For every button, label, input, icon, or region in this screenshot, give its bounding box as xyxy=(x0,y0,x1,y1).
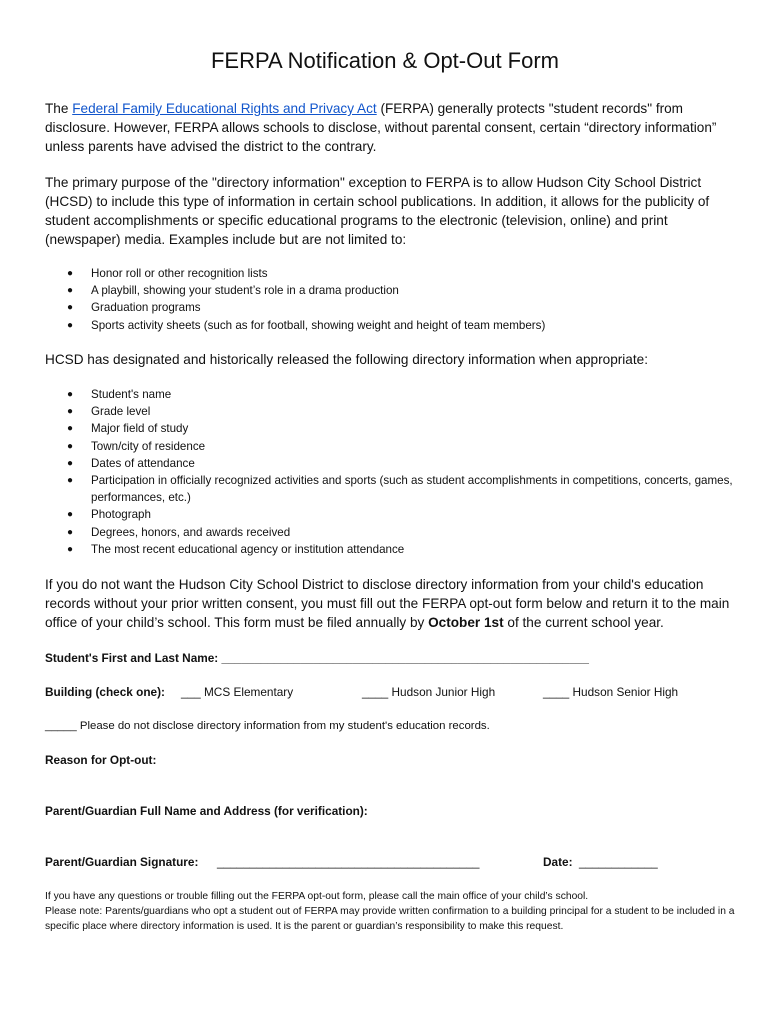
student-name-label: Student's First and Last Name: xyxy=(45,651,219,665)
bullet-icon: ● xyxy=(67,423,74,435)
list-item: ● Grade level xyxy=(45,403,735,420)
list-item: ● Town/city of residence xyxy=(45,438,735,455)
bullet-icon: ● xyxy=(67,509,74,521)
signature-row xyxy=(45,854,735,870)
signature-label: Parent/Guardian Signature: xyxy=(45,855,199,869)
footer-note: Please note: Parents/guardians who opt a student out of FERPA may provide written confirmation to a building principal for a student to be included in a specific place where directory information is used. It is the parent or guardian’s responsibility to make this request. xyxy=(45,906,735,932)
building-label: Building (check one): xyxy=(45,685,165,699)
bullet-icon: ● xyxy=(67,389,74,400)
instructions-paragraph: If you do not want the Hudson City School District to disclose directory information from your child's education records without your prior written consent, you must fill out the FERPA opt-out form below and return it to the main office of your child’s school. This form must be filed annually by October 1st of the current school year. xyxy=(45,577,730,630)
hsh-checkbox-blank[interactable]: ____ xyxy=(543,685,570,699)
optout-checkbox-blank[interactable]: _____ xyxy=(45,720,77,732)
list-item: ● Photograph xyxy=(45,506,735,523)
designated-intro: HCSD has designated and historically released the following directory information when appropriate: xyxy=(45,352,648,367)
list-item: ● Degrees, honors, and awards received xyxy=(45,524,735,541)
bullet-icon: ● xyxy=(67,440,74,452)
list-item: ● Dates of attendance xyxy=(45,455,735,472)
optout-text: Please do not disclose directory information from my student's education records. xyxy=(79,720,490,732)
building-row xyxy=(45,684,735,700)
page-title: FERPA Notification & Opt-Out Form xyxy=(210,48,560,73)
student-name-field[interactable]: ________________________________________________________ xyxy=(221,651,589,665)
list-item: ● The most recent educational agency or institution attendance xyxy=(45,541,735,558)
signature-field[interactable]: ________________________________________ xyxy=(217,855,480,869)
bullet-icon: ● xyxy=(67,302,74,314)
building-option-hsh: ____ Hudson Senior High xyxy=(543,685,679,699)
bullet-icon: ● xyxy=(67,406,74,418)
examples-list xyxy=(45,265,735,334)
bullet-icon: ● xyxy=(67,319,74,331)
student-name-row xyxy=(45,650,589,666)
list-item: ● Student's name xyxy=(45,386,735,403)
list-item: ● Major field of study xyxy=(45,420,735,437)
directory-list xyxy=(45,386,735,558)
ferpa-link[interactable]: Federal Family Educational Rights and Privacy Act xyxy=(72,101,377,116)
list-item: ● Participation in officially recognized activities and sports (such as student accomplishments in competitions, concerts, games, performances, etc.) xyxy=(67,474,733,505)
bullet-icon: ● xyxy=(67,285,74,297)
building-option-mcs: ___ MCS Elementary xyxy=(181,685,294,699)
list-item: ● Sports activity sheets (such as for football, showing weight and height of team members) xyxy=(45,317,735,334)
building-option-hjh: ____ Hudson Junior High xyxy=(362,685,496,699)
deadline: October 1st xyxy=(428,615,504,630)
list-item: ● A playbill, showing your student’s role in a drama production xyxy=(45,282,735,299)
bullet-icon: ● xyxy=(67,543,74,555)
date-label: Date: xyxy=(543,855,573,869)
mcs-checkbox-blank[interactable]: ___ xyxy=(181,685,201,699)
optout-row xyxy=(45,718,490,734)
footer-questions: If you have any questions or trouble filling out the FERPA opt-out form, please call the main office of your child’s school. xyxy=(45,891,589,902)
bullet-icon: ● xyxy=(67,268,74,279)
date-field[interactable]: ____________ xyxy=(579,855,658,869)
intro-post-link: (FERPA) generally protects "student records" from disclosure. However, FERPA allows schools to disclose, without parental consent, certain “directory information” unless parents have advised the district to the contrary. xyxy=(45,101,717,154)
purpose-paragraph: The primary purpose of the "directory information" exception to FERPA is to allow Hudson City School District (HCSD) to include this type of information in certain school publications. In addition, it allows for the publicity of student accomplishments or specific educational programs to the electronic (television, online) and print (newspaper) media. Examples include but are not limited to: xyxy=(45,175,710,247)
guardian-label: Parent/Guardian Full Name and Address (for verification): xyxy=(45,804,368,818)
hjh-checkbox-blank[interactable]: ____ xyxy=(362,685,389,699)
intro-pre-link: The xyxy=(45,101,73,116)
bullet-icon: ● xyxy=(67,457,74,469)
reason-label: Reason for Opt-out: xyxy=(45,753,157,767)
bullet-icon: ● xyxy=(67,475,74,487)
intro-paragraph xyxy=(45,99,735,156)
bullet-icon: ● xyxy=(67,526,74,538)
list-item: ● Honor roll or other recognition lists xyxy=(45,265,735,282)
list-item: ● Graduation programs xyxy=(45,299,735,316)
